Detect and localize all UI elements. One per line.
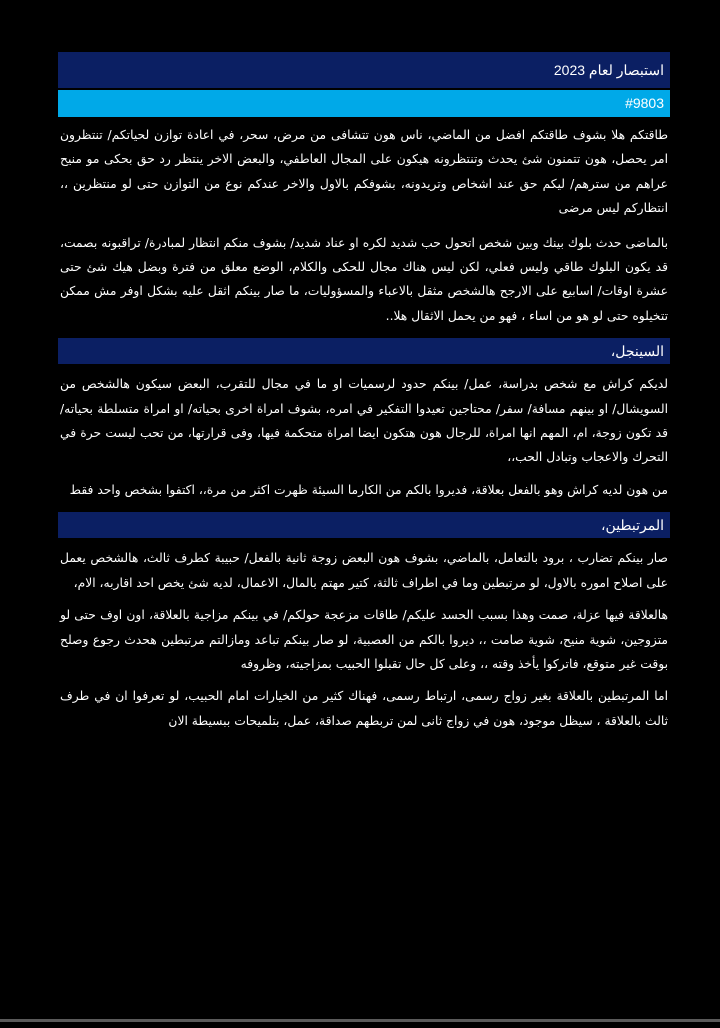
reading-id-badge: #9803	[58, 90, 670, 117]
bottom-divider	[0, 1019, 720, 1022]
linked-paragraph-3: اما المرتبطين بالعلاقة بغير زواج رسمى، ارتباط رسمى، فهناك كثير من الخيارات امام الحبيب، لو تعرفوا ان في طرف ثالث بالعلاقة ، سيظل موجود، هون في زواج ثانى لمن تربطهم صداقة، عمل، بتلميحات ببسيطة الان	[60, 689, 668, 728]
section-heading-single: السينجل،	[58, 338, 670, 364]
reading-page	[58, 52, 670, 733]
linked-paragraph-1: صار بينكم تضارب ، برود بالتعامل، بالماضي، بشوف هون البعض زوجة ثانية بالفعل/ حبيبة كطرف ثالث، هالشخص يعمل على اصلاح اموره بالاول، لو مرتبطين وما في اطراف ثالثة، كتير مهتم بالمال، الاعمال، لديه شئ يخص احد اقاربه، الام،	[60, 551, 668, 590]
section-heading-linked: المرتبطين،	[58, 512, 670, 538]
linked-paragraph-2: هالعلاقة فيها عزلة، صمت وهذا بسبب الحسد عليكم/ طاقات مزعجة حولكم/ في بينكم مزاجية بالعلاقة، اون اوف حتى لو متزوجين، شوية منيح، شوية صامت ،، ديروا بالكم من العصبية، لو صار بينكم تباعد ومازالتم مرتبطين هحدث رجوع وصلح بوقت غير متوقع، فاتركوا يأخذ وقته ،، وعلى كل حال تقبلوا الحبيب بمزاجيته، وظروفه	[60, 608, 668, 671]
intro-paragraph-1: طاقتكم هلا بشوف طاقتكم افضل من الماضي، ناس هون تتشافى من مرض، سحر، في اعادة توازن لحياتكم/ تنتظرون امر يحصل، هون تتمنون شئ يحدث وتنتظرونه هيكون على المجال العاطفي، والبعض الاخر ينتظر رد حق بحكى مو منيح عراهم من سترهم/ ليكم حق عند اشخاص وتريدونه، بشوفكم بالاول والاخر عندكم نوع من التوازن حتى لو منتظرين ،، انتظاركم ليس مرضى	[60, 128, 668, 216]
single-paragraph-1: لديكم كراش مع شخص بدراسة، عمل/ بينكم حدود لرسميات او ما في مجال للتقرب، البعض سيكون هالشخص من السويشال/ او بينهم مسافة/ سفر/ محتاجين تعيدوا التفكير في امره، بشوف امراة اخرى بحياته/ او امراة متسلطة بحياته/ قد تكون زوجة، ام، المهم انها امراة، للرجال هون هتكون ايضا امراة متحكمة فيها، وفى قرارتها، من تحب ليست حرة في التحرك والاعجاب وتبادل الحب،،	[60, 377, 668, 465]
page-title: استبصار لعام 2023	[58, 52, 670, 88]
intro-paragraph-2: بالماضى حدث بلوك بينك وبين شخص اتحول حب شديد لكره او عناد شديد/ بشوف منكم انتظار لمبادرة/ تراقبونه بصمت، قد يكون البلوك طاقي وليس فعلي، لكن ليس هناك مجال للحكى والكلام، الوضع معلق من فترة وبضل هيك شئ حتى عشرة اوقات/ اسابيع على الارجح هالشخص مثقل بالاعباء والمسؤوليات، ما صار بينكم اثقل عليه بشكل اوفر مش ممكن تتخيلوه حتى لو هو من اساء ، فهو من يحمل الاثقال هلا..	[60, 235, 668, 323]
single-paragraph-2: من هون لديه كراش وهو بالفعل بعلاقة، فديروا بالكم من الكارما السيئة ظهرت اكثر من مرة،، اكتفوا بشخص واحد فقط	[69, 482, 668, 497]
